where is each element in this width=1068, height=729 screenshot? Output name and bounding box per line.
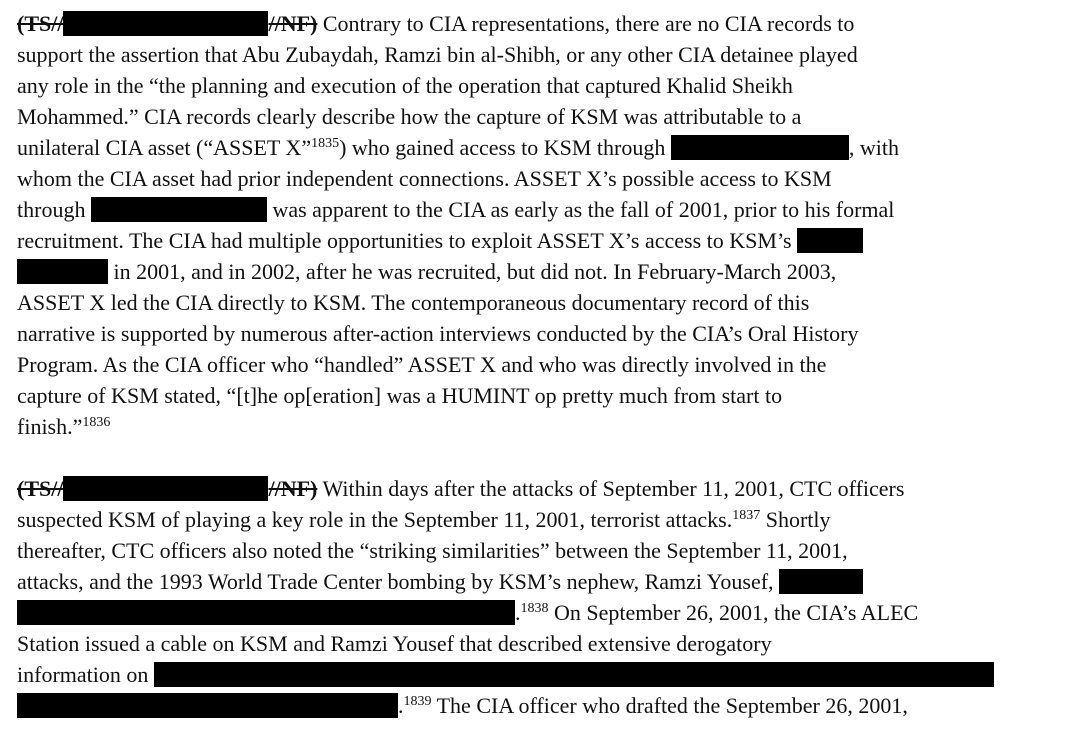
line — [17, 659, 1057, 690]
line — [17, 504, 1057, 535]
footnote-ref: 1836 — [82, 415, 111, 430]
line: support the assertion that Abu Zubaydah, Ramzi bin al-Shibh, or any other CIA detainee played — [17, 42, 858, 67]
text: The CIA officer who drafted the September 26, 2001, — [436, 693, 908, 718]
line: Mohammed.” CIA records clearly describe how the capture of KSM was attributable to a — [17, 104, 802, 129]
text: Within days after the attacks of September 11, 2001, CTC officers — [322, 476, 905, 501]
text: finish.” — [17, 414, 83, 439]
footnote-ref: 1839 — [403, 694, 432, 709]
classification-marking-close: //NF) — [268, 11, 318, 36]
line — [17, 225, 1057, 256]
line — [17, 473, 1057, 504]
text: ) who gained access to KSM through — [339, 135, 666, 160]
redaction-block — [17, 259, 108, 284]
text: attacks, and the 1993 World Trade Center bombing by KSM’s nephew, Ramzi Yousef, — [17, 569, 774, 594]
text: , with — [848, 135, 899, 160]
paragraph-1 — [17, 8, 1057, 442]
line — [17, 8, 1057, 39]
line: narrative is supported by numerous after-action interviews conducted by the CIA’s Oral History — [17, 321, 859, 346]
line — [17, 132, 1057, 163]
line — [17, 566, 1057, 597]
footnote-ref: 1837 — [732, 508, 761, 523]
line: whom the CIA asset had prior independent connections. ASSET X’s possible access to KSM — [17, 166, 832, 191]
line — [17, 411, 1057, 442]
classification-marking-open: (TS// — [17, 11, 64, 36]
text: unilateral CIA asset (“ASSET X” — [17, 135, 312, 160]
classification-marking-close: //NF) — [268, 476, 318, 501]
footnote-ref: 1835 — [311, 136, 340, 151]
line — [17, 690, 1057, 721]
text: information on — [17, 662, 149, 687]
footnote-ref: 1838 — [520, 601, 549, 616]
line — [17, 194, 1057, 225]
redaction-block — [91, 197, 267, 222]
redaction-block — [17, 600, 515, 625]
text: through — [17, 197, 86, 222]
redaction-block — [671, 135, 849, 160]
line: Station issued a cable on KSM and Ramzi Yousef that described extensive derogatory — [17, 631, 772, 656]
paragraph-2 — [17, 473, 1057, 721]
line — [17, 256, 1057, 287]
redaction-block — [17, 693, 398, 718]
paragraph-spacer — [17, 442, 1057, 473]
text: in 2001, and in 2002, after he was recruited, but did not. In February-March 2003, — [113, 259, 837, 284]
line: ASSET X led the CIA directly to KSM. The contemporaneous documentary record of this — [17, 290, 810, 315]
document-page — [17, 8, 1057, 721]
redaction-block — [779, 569, 863, 594]
redaction-block — [797, 228, 863, 253]
text: . — [398, 693, 404, 718]
text: suspected KSM of playing a key role in the September 11, 2001, terrorist attacks. — [17, 507, 733, 532]
text: Shortly — [765, 507, 831, 532]
line: any role in the “the planning and execution of the operation that captured Khalid Sheikh — [17, 73, 793, 98]
line — [17, 597, 1057, 628]
text: Contrary to CIA representations, there are no CIA records to — [322, 11, 855, 36]
line: thereafter, CTC officers also noted the “striking similarities” between the September 11, 2001, — [17, 538, 848, 563]
redaction-block — [63, 11, 268, 36]
classification-marking-open: (TS// — [17, 476, 64, 501]
text: . — [515, 600, 521, 625]
text: was apparent to the CIA as early as the fall of 2001, prior to his formal — [272, 197, 895, 222]
redaction-block — [154, 662, 994, 687]
line: capture of KSM stated, “[t]he op[eration] was a HUMINT op pretty much from start to — [17, 383, 783, 408]
redaction-block — [63, 476, 268, 501]
text: On September 26, 2001, the CIA’s ALEC — [554, 600, 919, 625]
line: Program. As the CIA officer who “handled” ASSET X and who was directly involved in the — [17, 352, 827, 377]
text: recruitment. The CIA had multiple opportunities to exploit ASSET X’s access to KSM’s — [17, 228, 792, 253]
